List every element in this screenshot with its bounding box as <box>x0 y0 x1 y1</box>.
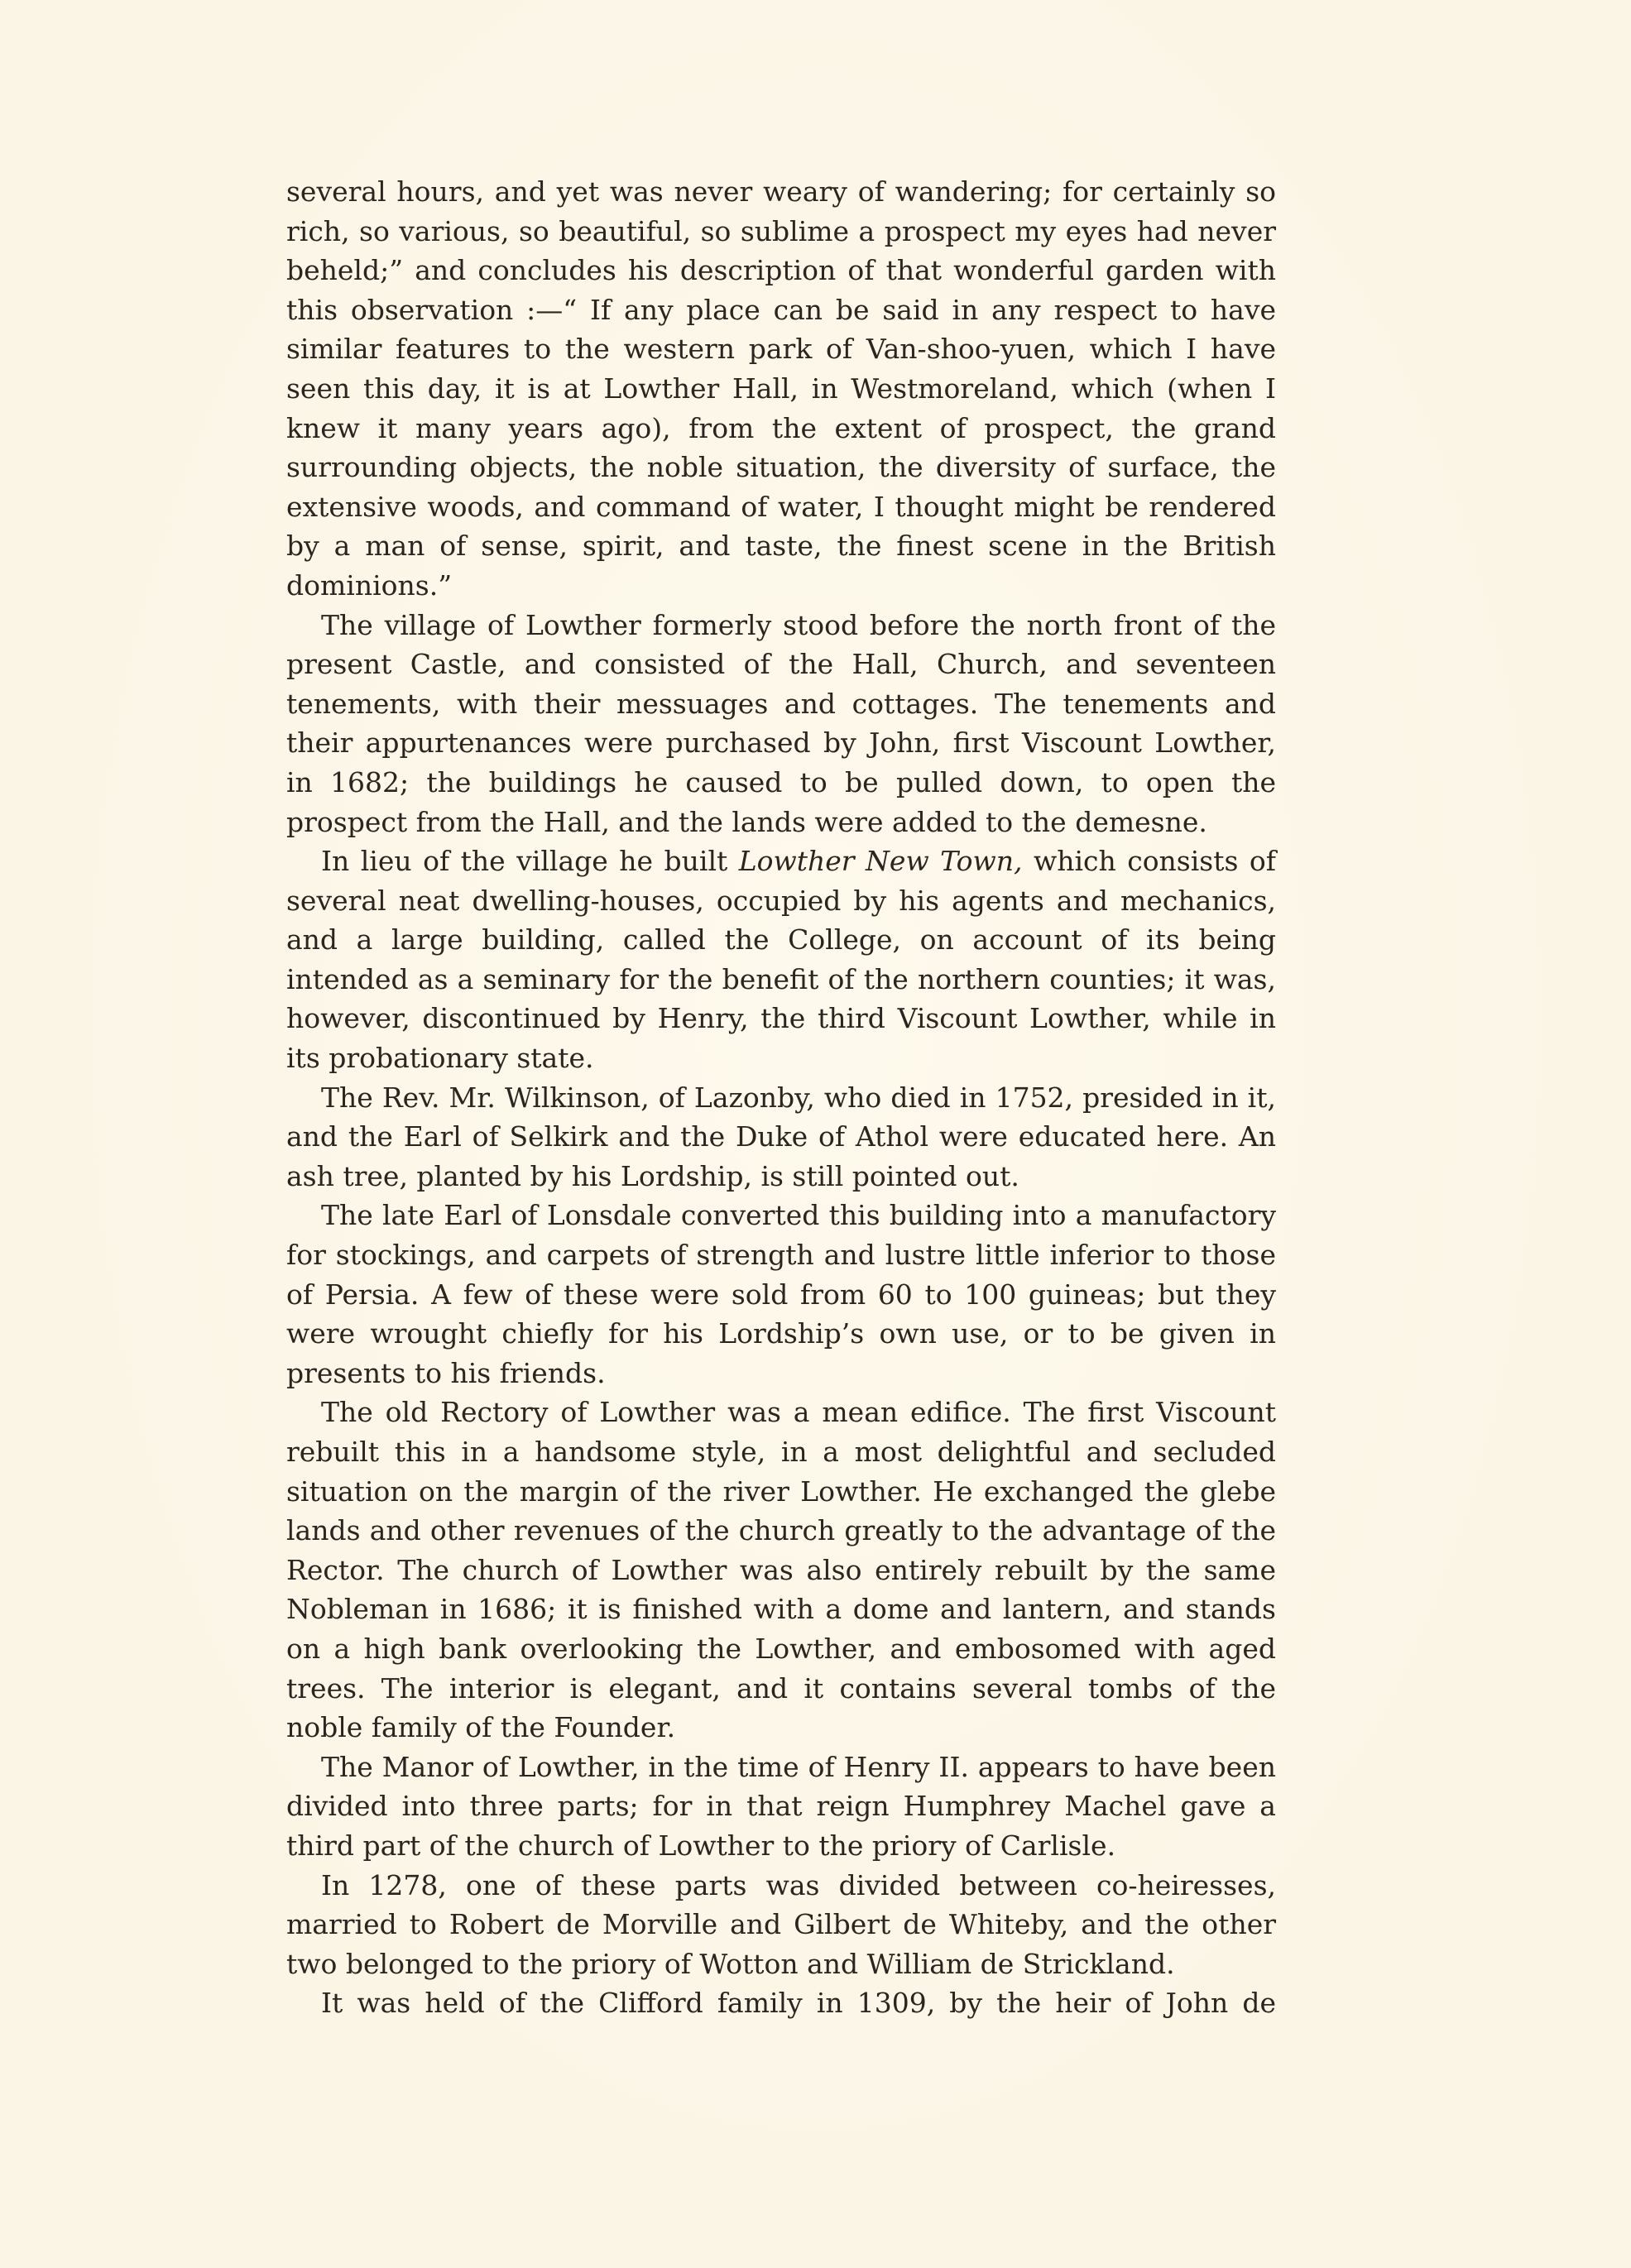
paragraph-3-lead: In lieu of the village he built <box>321 845 739 878</box>
paragraph-9: It was held of the Clifford family in 1309, by the heir of John de <box>321 1987 1276 2020</box>
italic-place-name: Lowther New Town, <box>738 845 1023 878</box>
paragraph-6: The old Rectory of Lowther was a mean edifice. The first Viscount rebuilt this in a handsome style, in a most delightful and secluded situation on the margin of the river Lowther. He exchanged the glebe lands and other revenues of the church greatly to the advantage of the Rector. The church of Lowther was also entirely rebuilt by the same Nobleman in 1686; it is finished with a dome and lantern, and stands on a high bank overlooking the Lowther, and embosomed with aged trees. The interior is elegant, and it contains several tombs of the noble family of the Founder. <box>286 1396 1276 1744</box>
paragraph-8: In 1278, one of these parts was divided between co-heiresses, married to Robert de Morville and Gilbert de Whiteby, and the other two belonged to the priory of Wotton and William de Strickland. <box>286 1868 1276 1980</box>
paragraph-7: The Manor of Lowther, in the time of Henry II. appears to have been divided into three parts; for in that reign Humphrey Machel gave a third part of the church of Lowther to the priory of Carlisle. <box>286 1750 1276 1862</box>
paragraph-3 <box>286 842 1276 1078</box>
paragraph-1: several hours, and yet was never weary of wandering; for certainly so rich, so various, so beautiful, so sublime a prospect my eyes had never beheld;” and concludes his description of that wonderful garden with this observation :—“ If any place can be said in any respect to have similar features to the western park of Van-shoo-yuen, which I have seen this day, it is at Lowther Hall, in Westmoreland, which (when I knew it many years ago), from the extent of prospect, the grand surrounding objects, the noble situation, the diversity of surface, the extensive woods, and command of water, I thought might be rendered by a man of sense, spirit, and taste, the finest scene in the British dominions.” <box>286 175 1276 602</box>
paragraph-3-rest: which consists of several neat dwelling-houses, occupied by his agents and mechanics, and a large building, called the College, on account of its being intended as a seminary for the benefit of the northern counties; it was, however, discontinued by Henry, the third Viscount Lowther, while in its probationary state. <box>286 845 1276 1075</box>
body-text <box>286 172 1276 2023</box>
paragraph-5: The late Earl of Lonsdale converted this building into a manufactory for stockings, and carpets of strength and lustre little inferior to those of Persia. A few of these were sold from 60 to 100 guineas; but they were wrought chiefly for his Lordship’s own use, or to be given in presents to his friends. <box>286 1199 1276 1389</box>
paragraph-2: The village of Lowther formerly stood before the north front of the present Castle, and consisted of the Hall, Church, and seventeen tenements, with their messuages and cottages. The tenements and their appurtenances were purchased by John, first Viscount Lowther, in 1682; the buildings he caused to be pulled down, to open the prospect from the Hall, and the lands were added to the demesne. <box>286 608 1276 838</box>
paragraph-4: The Rev. Mr. Wilkinson, of Lazonby, who died in 1752, presided in it, and the Earl of Selkirk and the Duke of Athol were educated here. An ash tree, planted by his Lordship, is still pointed out. <box>286 1081 1276 1192</box>
